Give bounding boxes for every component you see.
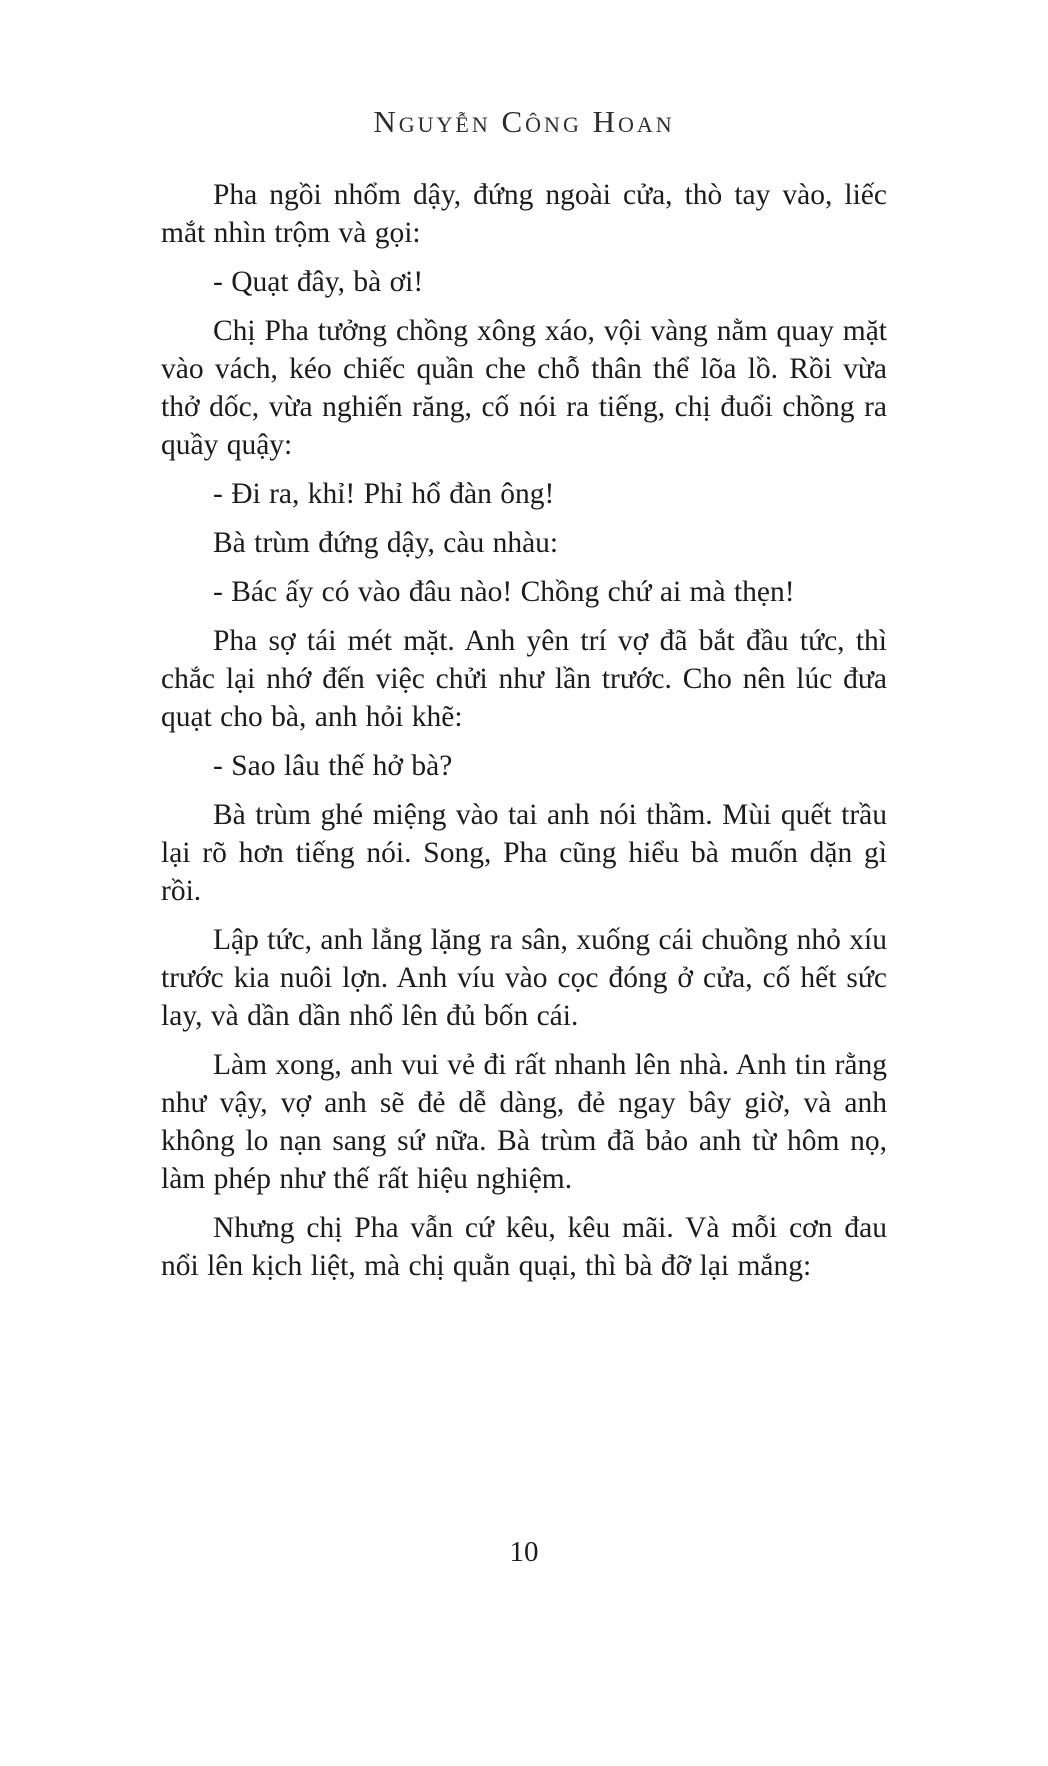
paragraph: Bà trùm ghé miệng vào tai anh nói thầm. Mùi quết trầu lại rõ hơn tiếng nói. Song, Pha cũng hiểu bà muốn dặn gì rồi. bbox=[161, 799, 887, 907]
paragraph: Pha sợ tái mét mặt. Anh yên trí vợ đã bắt đầu tức, thì chắc lại nhớ đến việc chửi như lần trước. Cho nên lúc đưa quạt cho bà, anh hỏi khẽ: bbox=[161, 625, 887, 733]
dialogue-paragraph: - Sao lâu thế hở bà? bbox=[213, 750, 453, 782]
page-number: 10 bbox=[509, 1536, 539, 1568]
dialogue-paragraph: - Đi ra, khỉ! Phỉ hổ đàn ông! bbox=[213, 478, 555, 510]
text-body bbox=[161, 176, 887, 1285]
paragraph: Lập tức, anh lẳng lặng ra sân, xuống cái chuồng nhỏ xíu trước kia nuôi lợn. Anh víu vào cọc đóng ở cửa, cố hết sức lay, và dần dần nhổ lên đủ bốn cái. bbox=[161, 924, 887, 1032]
paragraph: Bà trùm đứng dậy, càu nhàu: bbox=[213, 527, 559, 559]
paragraph: Chị Pha tưởng chồng xông xáo, vội vàng nằm quay mặt vào vách, kéo chiếc quần che chỗ thân thể lõa lồ. Rồi vừa thở dốc, vừa nghiến răng, cố nói ra tiếng, chị đuổi chồng ra quầy quậy: bbox=[161, 315, 887, 461]
running-header-author: Nguyễn Công Hoan bbox=[373, 104, 675, 139]
dialogue-paragraph: - Bác ấy có vào đâu nào! Chồng chứ ai mà thẹn! bbox=[213, 576, 795, 608]
paragraph: Pha ngồi nhổm dậy, đứng ngoài cửa, thò tay vào, liếc mắt nhìn trộm và gọi: bbox=[161, 179, 887, 249]
paragraph: Nhưng chị Pha vẫn cứ kêu, kêu mãi. Và mỗi cơn đau nổi lên kịch liệt, mà chị quằn quại, thì bà đỡ lại mắng: bbox=[161, 1212, 887, 1282]
paragraph: Làm xong, anh vui vẻ đi rất nhanh lên nhà. Anh tin rằng như vậy, vợ anh sẽ đẻ dễ dàng, đẻ ngay bây giờ, và anh không lo nạn sang sứ nữa. Bà trùm đã bảo anh từ hôm nọ, làm phép như thế rất hiệu nghiệm. bbox=[161, 1049, 887, 1195]
book-page bbox=[0, 104, 1048, 1766]
dialogue-paragraph: - Quạt đây, bà ơi! bbox=[213, 266, 424, 298]
